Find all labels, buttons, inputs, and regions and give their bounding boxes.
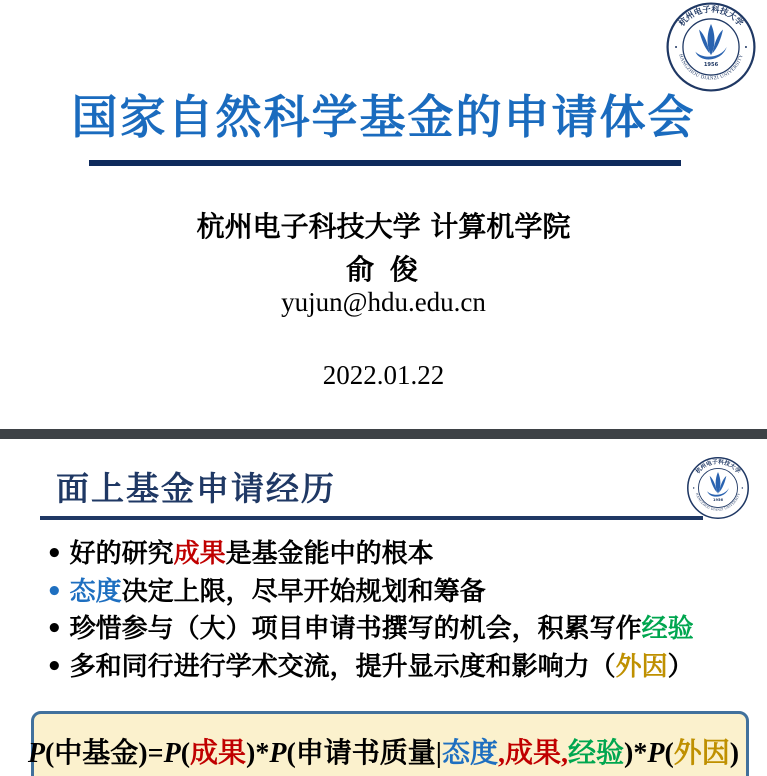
bullet-item: • 好的研究成果是基金能中的根本 — [46, 539, 434, 569]
title-underline — [89, 160, 681, 166]
hdu-logo — [665, 1, 757, 93]
slide1-title: 国家自然科学基金的申请体会 — [71, 90, 696, 144]
bullet-item: • 珍惜参与（大）项目申请书撰写的机会，积累写作经验 — [46, 614, 694, 644]
formula: P(中基金)=P(成果)*P(申请书质量|态度,成果,经验)*P(外因) — [27, 738, 740, 769]
presentation-date: 2022.01.22 — [322, 360, 445, 390]
heading-rule — [40, 516, 703, 520]
author-email: yujun@hdu.edu.cn — [281, 287, 486, 317]
bullet-list — [46, 536, 736, 686]
slide-divider — [0, 429, 767, 439]
slide2-heading: 面上基金申请经历 — [56, 469, 336, 508]
author-name: 俞 俊 — [346, 253, 421, 286]
hdu-logo — [686, 456, 750, 520]
bullet-item: • 多和同行进行学术交流，提升显示度和影响力（外因） — [46, 651, 694, 682]
affiliation-line: 杭州电子科技大学 计算机学院 — [196, 210, 571, 243]
bullet-item: • 态度决定上限，尽早开始规划和筹备 — [46, 576, 486, 607]
